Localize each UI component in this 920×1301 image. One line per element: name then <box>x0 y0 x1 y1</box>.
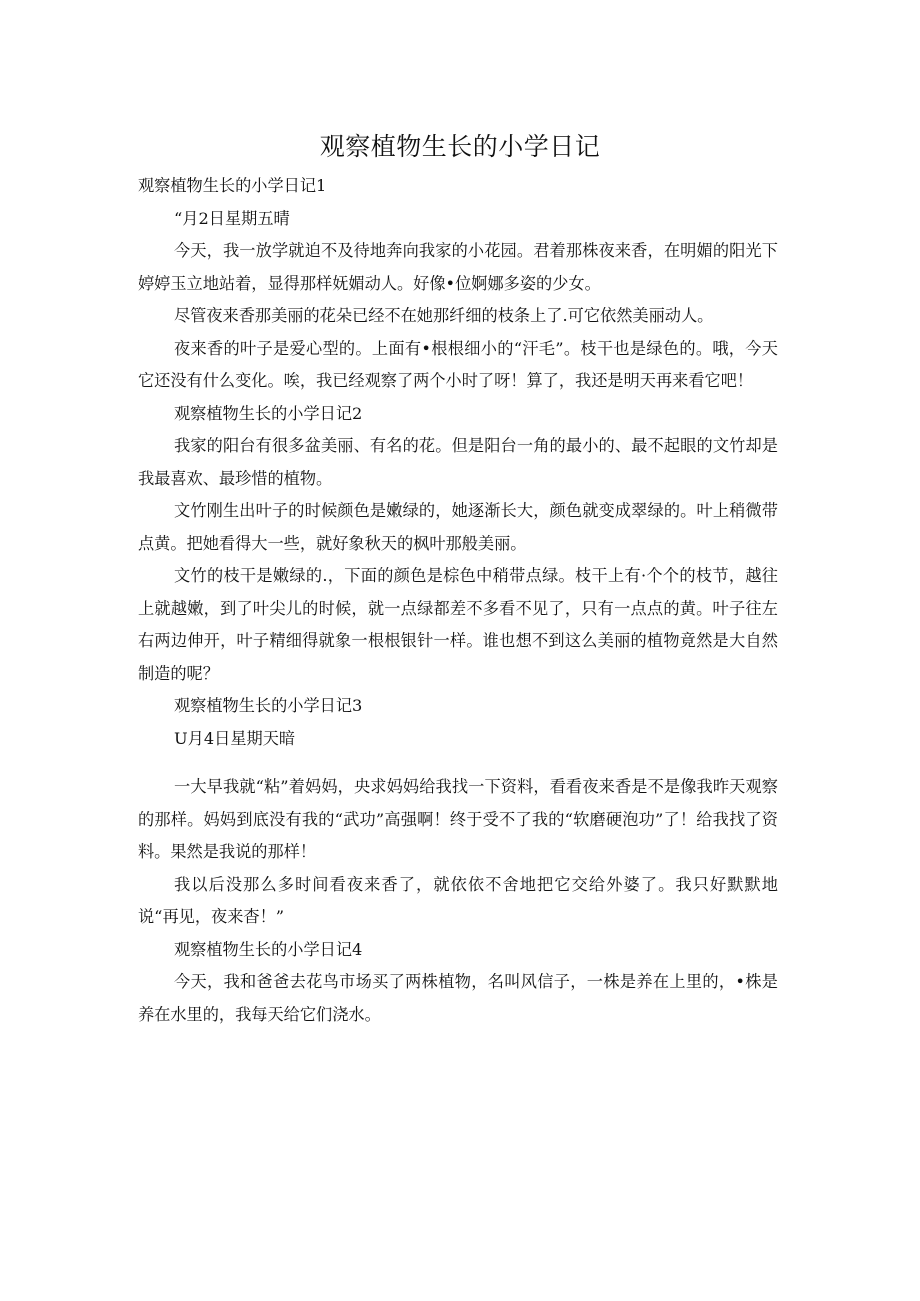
section-heading-1: 观察植物生长的小学日记1 <box>138 176 327 195</box>
section-heading-4: 观察植物生长的小学日记4 <box>174 939 363 959</box>
paragraph: 尽管夜来香那美丽的花朵已经不在她那纤细的枝条上了.可它依然美丽动人。 <box>174 306 714 325</box>
spacer <box>138 755 778 771</box>
document-title: 观察植物生长的小学日记 <box>319 132 601 161</box>
diary-date-1: “月2日星期五晴 <box>174 208 290 228</box>
paragraph: 今天，我一放学就迫不及待地奔向我家的小花园。君着那株夜来香，在明媚的阳光下婷婷玉立地站着，显得那样妩媚动人。好像•位婀娜多姿的少女。 <box>138 241 778 293</box>
paragraph: 夜来香的叶子是爱心型的。上面有•根根细小的“汗毛”。枝干也是绿色的。哦，今天它还没有什么变化。唉，我已经观察了两个小时了呀！算了，我还是明天再来看它吧！ <box>138 338 778 390</box>
paragraph: 文竹的枝干是嫩绿的.，下面的颜色是棕色中稍带点绿。枝干上有·个个的枝节，越往上就越嫩，到了叶尖儿的时候，就一点绿都差不多看不见了，只有一点点的黄。叶子往左右两边伸开，叶子精细得就象一根根银针一样。谁也想不到这么美丽的植物竟然是大自然制造的呢？ <box>138 566 778 683</box>
document-body <box>138 170 778 1031</box>
diary-date-3: U月4日星期天暗 <box>174 728 296 748</box>
paragraph: 今天，我和爸爸去花鸟市场买了两株植物，名叫风信子，一株是养在上里的，•株是养在水里的，我每天给它们浇水。 <box>138 972 778 1024</box>
paragraph: 文竹刚生出叶子的时候颜色是嫩绿的，她逐渐长大，颜色就变成翠绿的。叶上稍微带点黄。把她看得大一些，就好象秋天的枫叶那般美丽。 <box>138 501 778 553</box>
paragraph: 我家的阳台有很多盆美丽、有名的花。但是阳台一角的最小的、最不起眼的文竹却是我最喜欢、最珍惜的植物。 <box>138 436 778 488</box>
paragraph: 我以后没那么多时间看夜来香了，就依依不舍地把它交给外婆了。我只好默默地说“再见，夜来杳！” <box>138 874 778 926</box>
section-heading-2: 观察植物生长的小学日记2 <box>174 403 363 423</box>
paragraph: 一大早我就“粘”着妈妈，央求妈妈给我找一下资料，看看夜来香是不是像我昨天观察的那样。妈妈到底没有我的“武功”高强啊！终于受不了我的“软磨硬泡功”了！给我找了资料。果然是我说的那样！ <box>138 777 778 861</box>
section-heading-3: 观察植物生长的小学日记3 <box>174 696 363 715</box>
